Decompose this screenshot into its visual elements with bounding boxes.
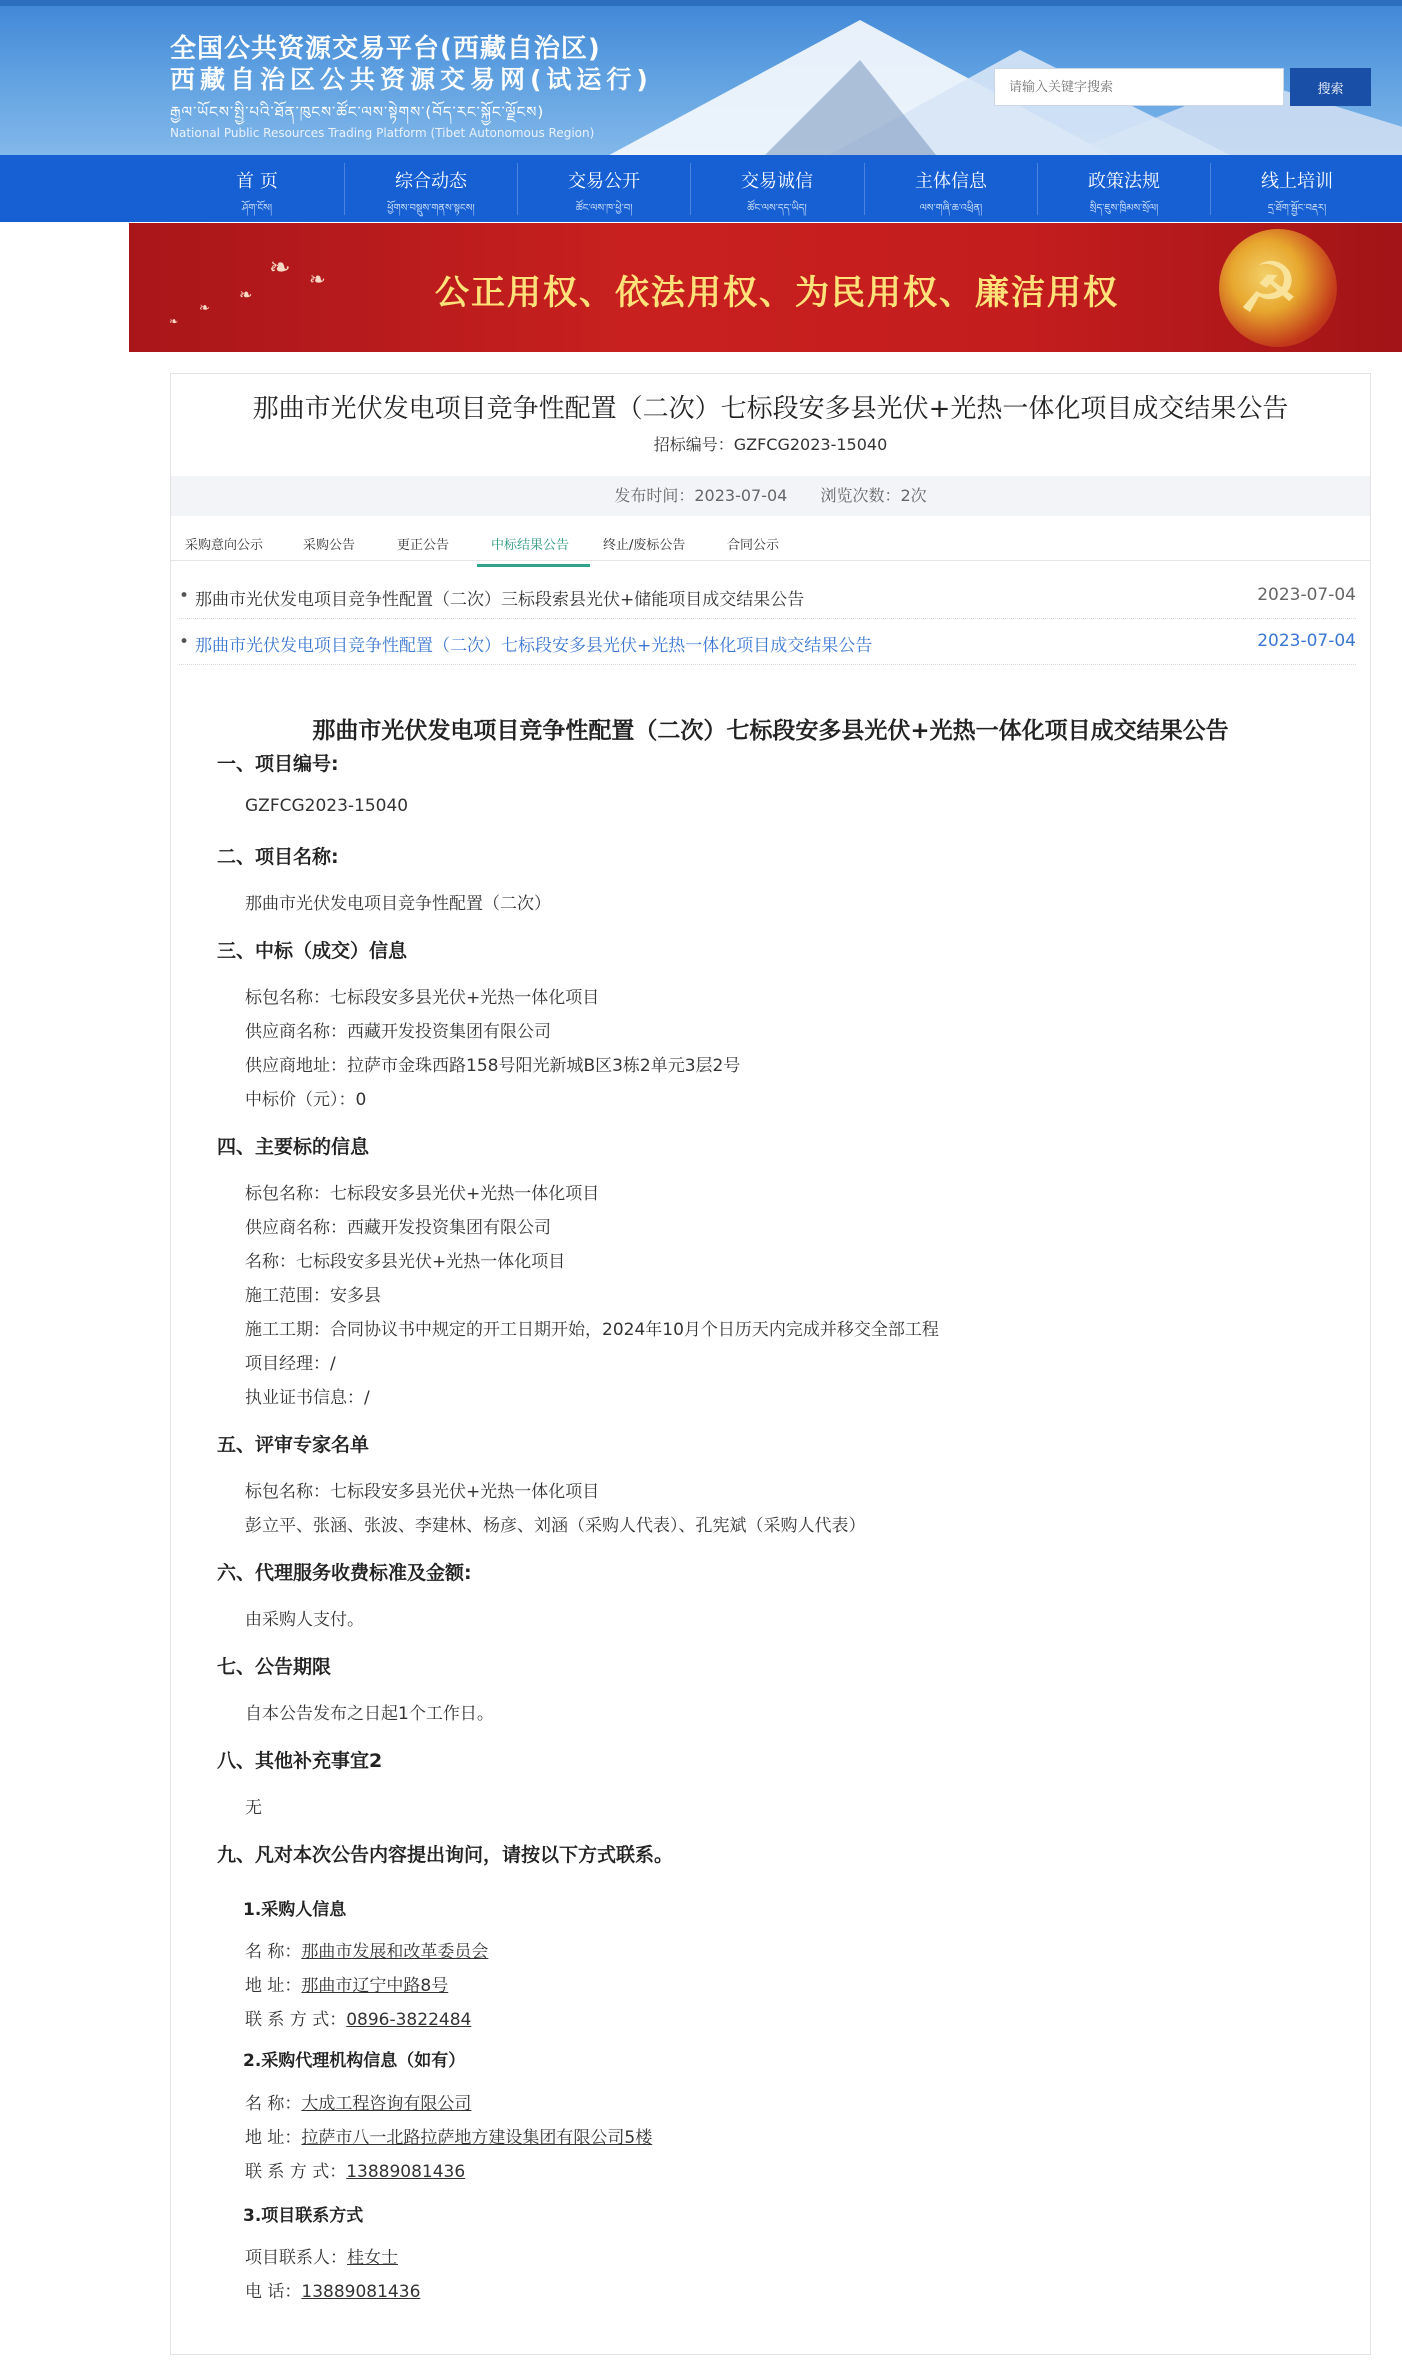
- search-input[interactable]: [994, 68, 1284, 106]
- bullet-icon: •: [179, 632, 190, 652]
- label: 地 址：: [245, 2128, 302, 2148]
- label: 名 称：: [245, 2094, 302, 2114]
- buyer-name: [245, 1937, 488, 1962]
- section-heading: 五、评审专家名单: [217, 1434, 370, 1456]
- buyer-address-value: 那曲市辽宁中路8号: [301, 1976, 449, 1996]
- site-title-cn: 全国公共资源交易平台(西藏自治区): [170, 34, 601, 64]
- section-heading: 三、中标（成交）信息: [217, 940, 408, 962]
- agency-phone: [245, 2157, 465, 2182]
- info-line: 中标价（元）：0: [245, 1090, 367, 1110]
- announcement-tabs: [171, 520, 1370, 561]
- nav-label-tibetan: ཕྱོགས་བསྡུས་གནས་སྟངས།: [387, 203, 475, 214]
- dove-icon: ❧: [169, 315, 179, 328]
- dove-icon: ❧: [309, 267, 326, 291]
- agency-name-value: 大成工程咨询有限公司: [301, 2094, 472, 2114]
- nav-label: 主体信息: [915, 171, 987, 192]
- project-name: 那曲市光伏发电项目竞争性配置（二次）: [245, 894, 551, 914]
- project-number: GZFCG2023-15040: [245, 796, 409, 816]
- nav-item-integrity[interactable]: [691, 155, 863, 222]
- nav-item-entity-info[interactable]: [865, 155, 1037, 222]
- info-line: 标包名称：七标段安多县光伏+光热一体化项目: [245, 1184, 600, 1204]
- dove-icon: ❧: [269, 253, 291, 283]
- section-heading: 七、公告期限: [217, 1656, 332, 1678]
- section-heading: 二、项目名称:: [217, 846, 339, 868]
- info-line: 无: [245, 1798, 262, 1818]
- label: 电 话：: [245, 2282, 302, 2302]
- agency-name: [245, 2089, 471, 2114]
- info-line: 名称：七标段安多县光伏+光热一体化项目: [245, 1252, 566, 1272]
- list-item-title[interactable]: 那曲市光伏发电项目竞争性配置（二次）三标段索县光伏+储能项目成交结果公告: [195, 590, 805, 610]
- info-line: 施工范围：安多县: [245, 1286, 381, 1306]
- mountain-shadow: [760, 60, 940, 155]
- info-line: 标包名称：七标段安多县光伏+光热一体化项目: [245, 988, 600, 1008]
- party-emblem-icon: ☭: [1219, 229, 1337, 347]
- search-button[interactable]: 搜索: [1290, 68, 1371, 106]
- label: 联 系 方 式：: [245, 2010, 347, 2030]
- list-item-title[interactable]: 那曲市光伏发电项目竞争性配置（二次）七标段安多县光伏+光热一体化项目成交结果公告: [195, 636, 873, 656]
- main-nav: [0, 155, 1402, 222]
- project-contact-person-value: 桂女士: [347, 2248, 398, 2268]
- info-line: 项目经理：/: [245, 1354, 336, 1374]
- info-line: 供应商名称：西藏开发投资集团有限公司: [245, 1218, 551, 1238]
- info-line: 由采购人支付。: [245, 1610, 364, 1630]
- nav-item-trade-public[interactable]: [518, 155, 690, 222]
- site-title: 西藏自治区公共资源交易网(试运行): [170, 65, 653, 94]
- announcement-card: [170, 373, 1371, 2355]
- site-header: [0, 0, 1402, 155]
- list-item[interactable]: [179, 572, 1356, 619]
- agency-address-value: 拉萨市八一北路拉萨地方建设集团有限公司5楼: [301, 2128, 653, 2148]
- nav-item-news[interactable]: [345, 155, 517, 222]
- nav-label: 线上培训: [1261, 171, 1333, 192]
- nav-label-tibetan: ཤོག་ངོས།: [241, 203, 273, 214]
- active-tab-indicator: [477, 564, 590, 567]
- label: 名 称：: [245, 1942, 302, 1962]
- label: 项目联系人：: [245, 2248, 347, 2268]
- info-line: 标包名称：七标段安多县光伏+光热一体化项目: [245, 1482, 600, 1502]
- buyer-phone: [245, 2005, 471, 2030]
- section-heading: 四、主要标的信息: [217, 1136, 370, 1158]
- agency-address: [245, 2123, 652, 2148]
- dove-icon: ❧: [239, 285, 253, 304]
- section-heading: 九、凡对本次公告内容提出询问，请按以下方式联系。: [217, 1844, 674, 1866]
- nav-label: 首 页: [236, 171, 278, 192]
- list-item-date: 2023-07-04: [1257, 585, 1356, 605]
- agency-heading: 2.采购代理机构信息（如有）: [243, 2051, 466, 2071]
- buyer-phone-value: 0896-3822484: [346, 2010, 472, 2030]
- buyer-name-value: 那曲市发展和改革委员会: [301, 1942, 489, 1962]
- dove-icon: ❧: [199, 301, 210, 316]
- tab-terminated[interactable]: 终止/废标公告: [603, 538, 686, 553]
- site-title-tibetan: རྒྱལ་ཡོངས་སྤྱི་པའི་ཐོན་ཁུངས་ཚོང་ལས་སྟེགས་(བོད་རང་སྐྱོང་ལྗོངས): [170, 103, 545, 121]
- nav-item-training[interactable]: [1211, 155, 1383, 222]
- nav-label: 综合动态: [395, 171, 467, 192]
- info-line: 供应商名称：西藏开发投资集团有限公司: [245, 1022, 551, 1042]
- page-title: 那曲市光伏发电项目竞争性配置（二次）七标段安多县光伏+光热一体化项目成交结果公告: [252, 394, 1289, 424]
- section-heading: 六、代理服务收费标准及金额:: [217, 1562, 472, 1584]
- info-line: 执业证书信息：/: [245, 1388, 370, 1408]
- info-line: 自本公告发布之日起1个工作日。: [245, 1704, 494, 1724]
- banner-slogan: 公正用权、依法用权、为民用权、廉洁用权: [435, 273, 1119, 313]
- section-heading: 一、项目编号:: [217, 753, 339, 775]
- nav-label-tibetan: ཚོང་ལས་ཁ་ཕྱེ་བ།: [575, 203, 633, 214]
- nav-label-tibetan: ཚོང་ལས་དད་ཡིད།: [747, 203, 807, 214]
- info-line: 施工工期：合同协议书中规定的开工日期开始，2024年10月个日历天内完成并移交全部工程: [245, 1320, 939, 1340]
- tab-correction[interactable]: 更正公告: [397, 538, 450, 553]
- bullet-icon: •: [179, 586, 190, 606]
- tab-intent[interactable]: 采购意向公示: [185, 538, 264, 553]
- top-strip: [0, 0, 1402, 6]
- label: 联 系 方 式：: [245, 2162, 347, 2182]
- article-title: 那曲市光伏发电项目竞争性配置（二次）七标段安多县光伏+光热一体化项目成交结果公告: [312, 718, 1229, 744]
- project-contact-person: [245, 2243, 398, 2268]
- tab-contract[interactable]: 合同公示: [727, 538, 780, 553]
- tab-award-result[interactable]: 中标结果公告: [491, 538, 570, 553]
- nav-label: 交易诚信: [741, 171, 813, 192]
- info-line: 供应商地址：拉萨市金珠西路158号阳光新城B区3栋2单元3层2号: [245, 1056, 741, 1076]
- nav-label: 政策法规: [1088, 171, 1160, 192]
- view-count: 浏览次数：2次: [820, 486, 927, 505]
- meta-bar: [171, 476, 1370, 516]
- project-contact-heading: 3.项目联系方式: [243, 2206, 364, 2226]
- agency-phone-value: 13889081436: [346, 2162, 466, 2182]
- nav-label-tibetan: ལས་གཞི་ཆ་འཕྲིན།: [919, 203, 983, 214]
- nav-label-tibetan: དྲ་ཐོག་སྦྱོང་བརྡར།: [1267, 203, 1327, 214]
- nav-item-policy[interactable]: [1038, 155, 1210, 222]
- project-contact-phone: [245, 2277, 420, 2302]
- buyer-address: [245, 1971, 448, 1996]
- publish-time: 发布时间：2023-07-04: [614, 486, 788, 505]
- expert-list: 彭立平、张涵、张波、李建林、杨彦、刘涵（采购人代表）、孔宪斌（采购人代表）: [245, 1516, 866, 1536]
- slogan-banner: [129, 223, 1402, 352]
- nav-label-tibetan: སྲིད་ཇུས་ཁྲིམས་སྲོལ།: [1089, 203, 1159, 214]
- label: 地 址：: [245, 1976, 302, 1996]
- site-title-en: National Public Resources Trading Platform (Tibet Autonomous Region): [170, 126, 595, 140]
- nav-label: 交易公开: [568, 171, 640, 192]
- buyer-heading: 1.采购人信息: [243, 1900, 347, 1920]
- tab-procurement[interactable]: 采购公告: [303, 538, 356, 553]
- list-item-date: 2023-07-04: [1257, 631, 1356, 651]
- project-contact-phone-value: 13889081436: [301, 2282, 421, 2302]
- list-item[interactable]: [179, 618, 1356, 665]
- section-heading: 八、其他补充事宜2: [217, 1750, 383, 1772]
- bid-number: 招标编号：GZFCG2023-15040: [653, 435, 888, 454]
- nav-item-home[interactable]: [171, 155, 343, 222]
